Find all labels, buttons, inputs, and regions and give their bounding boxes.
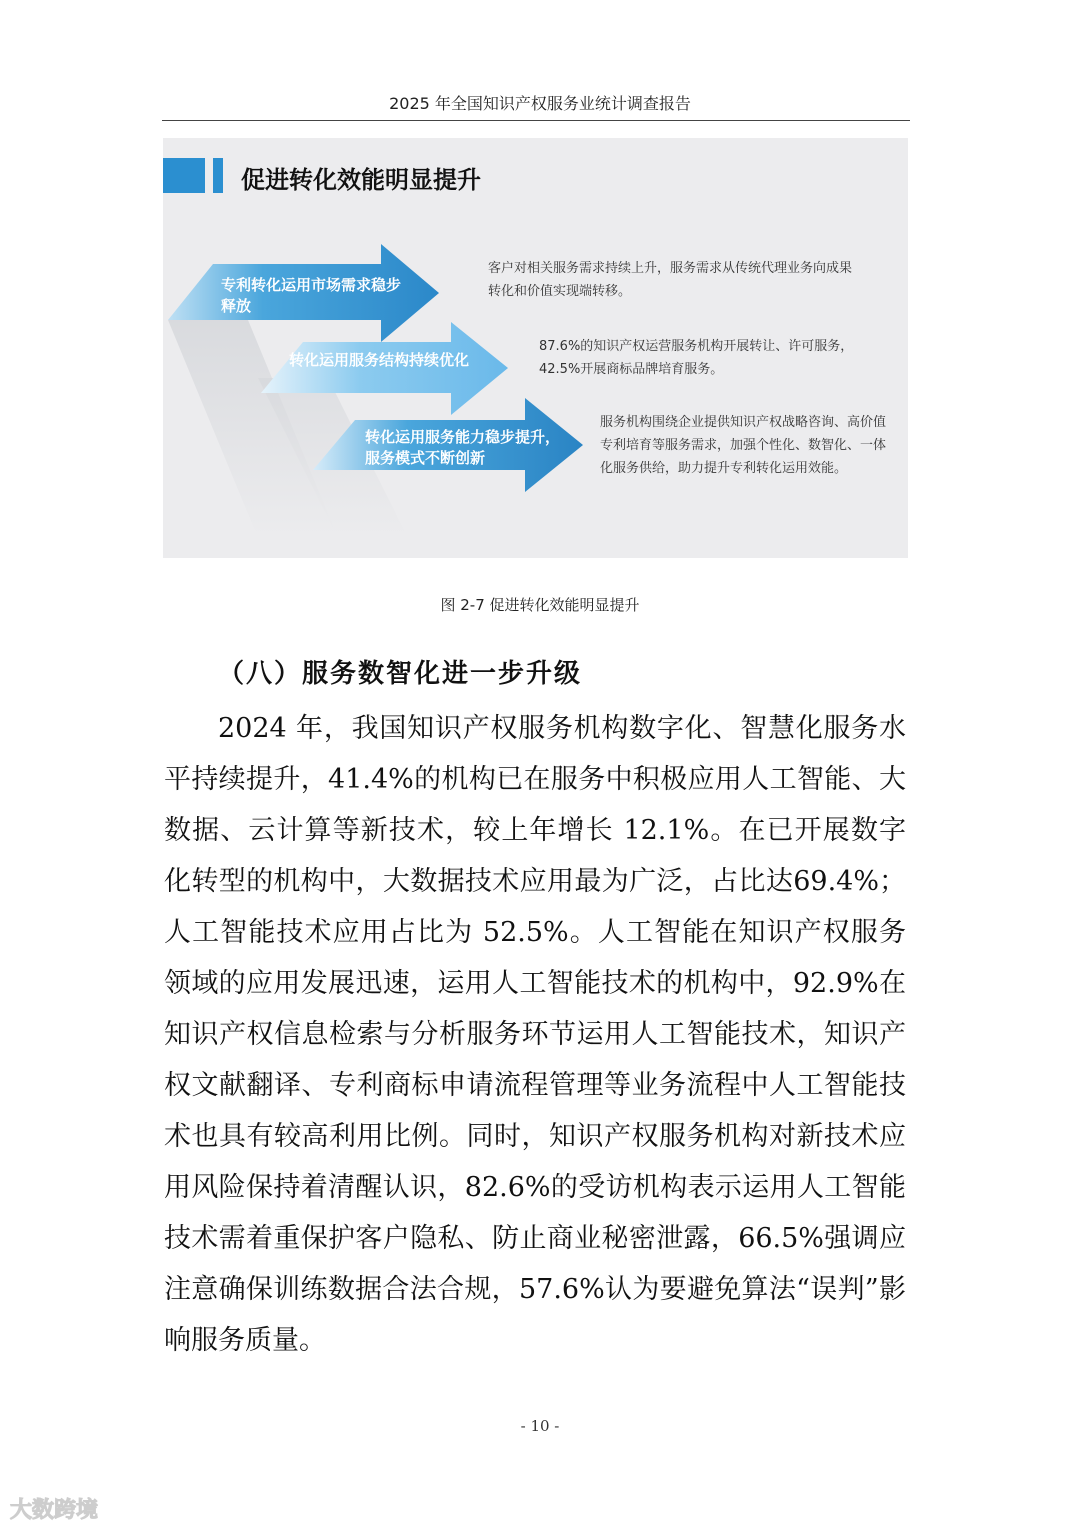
report-title: 2025 年全国知识产权服务业统计调查报告 xyxy=(389,94,691,113)
header-divider xyxy=(162,120,910,121)
watermark-logo: 大数跨境 xyxy=(10,1498,99,1523)
item-1-description: 客户对相关服务需求持续上升，服务需求从传统代理业务向成果转化和价值实现端转移。 xyxy=(488,261,853,299)
arrow-2-label: 转化运用服务结构持续优化 xyxy=(289,351,470,369)
page-number: - 10 - xyxy=(520,1417,560,1435)
item-2-description: 87.6%的知识产权运营服务机构开展转让、许可服务，42.5%开展商标品牌培育服务。 xyxy=(539,339,854,377)
figure-infographic xyxy=(163,138,908,558)
figure-title: 促进转化效能明显提升 xyxy=(241,166,481,194)
arrow-3-label: 转化运用服务能力稳步提升，服务模式不断创新 xyxy=(365,428,561,467)
title-accent-bar xyxy=(213,158,223,193)
title-accent-block xyxy=(163,158,205,193)
arrow-1-label: 专利转化运用市场需求稳步释放 xyxy=(221,276,402,315)
figure-caption: 图 2-7 促进转化效能明显提升 xyxy=(440,596,640,614)
body-paragraph: 2024 年，我国知识产权服务机构数字化、智慧化服务水平持续提升，41.4%的机构已在服务中积极应用人工智能、大数据、云计算等新技术，较上年增长 12.1%。在已开展数字化转型的机构中，大数据技术应用最为广泛，占比达69.4%；人工智能技术应用占比为 52.5%。人工智能在知识产权服务领域的应用发展迅速，运用人工智能技术的机构中，92.9%在知识产权信息检索与分析服务环节运用人工智能技术，知识产权文献翻译、专利商标申请流程管理等业务流程中人工智能技术也具有较高利用比例。同时，知识产权服务机构对新技术应用风险保持着清醒认识，82.6%的受访机构表示运用人工智能技术需着重保护客户隐私、防止商业秘密泄露，66.5%强调应注意确保训练数据合法合规，57.6%认为要避免算法“误判”影响服务质量。 xyxy=(164,713,906,1356)
item-3-description: 服务机构围绕企业提供知识产权战略咨询、高价值专利培育等服务需求，加强个性化、数智化、一体化服务供给，助力提升专利转化运用效能。 xyxy=(600,415,887,476)
section-heading: （八）服务数智化进一步升级 xyxy=(218,659,583,689)
